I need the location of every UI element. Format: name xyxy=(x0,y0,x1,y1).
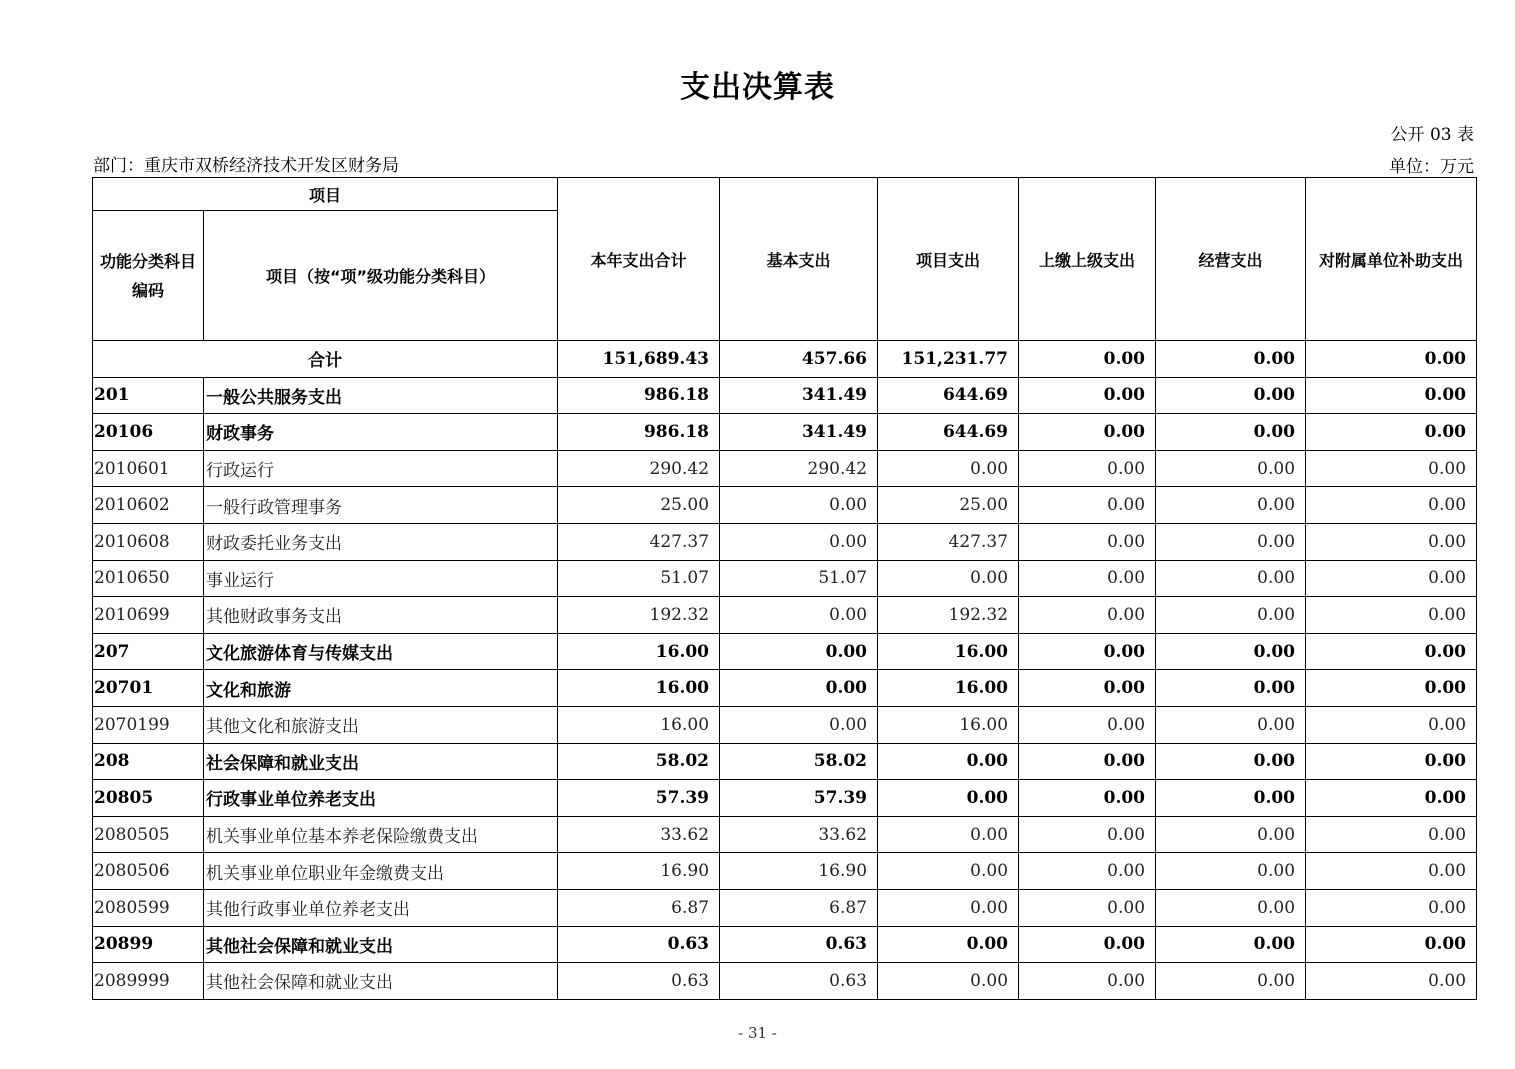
total-cell: 57.39 xyxy=(558,780,720,817)
header-total: 本年支出合计 xyxy=(558,178,720,341)
name-cell: 事业运行 xyxy=(204,560,558,597)
table-row xyxy=(93,963,1477,1000)
basic-cell: 0.00 xyxy=(720,597,878,634)
total-basic-cell: 457.66 xyxy=(720,341,878,378)
upper-cell: 0.00 xyxy=(1019,706,1156,743)
subsidy-cell: 0.00 xyxy=(1306,377,1477,414)
basic-cell: 33.62 xyxy=(720,816,878,853)
upper-cell: 0.00 xyxy=(1019,853,1156,890)
name-cell: 行政事业单位养老支出 xyxy=(204,780,558,817)
upper-cell: 0.00 xyxy=(1019,450,1156,487)
upper-cell: 0.00 xyxy=(1019,743,1156,780)
upper-cell: 0.00 xyxy=(1019,633,1156,670)
total-cell: 16.00 xyxy=(558,670,720,707)
table-row xyxy=(93,487,1477,524)
code-cell: 201 xyxy=(93,377,204,414)
table-row xyxy=(93,670,1477,707)
basic-cell: 0.00 xyxy=(720,706,878,743)
total-cell: 6.87 xyxy=(558,889,720,926)
subsidy-cell: 0.00 xyxy=(1306,523,1477,560)
table-row xyxy=(93,377,1477,414)
table-row xyxy=(93,889,1477,926)
project-cell: 0.00 xyxy=(878,450,1019,487)
project-cell: 16.00 xyxy=(878,670,1019,707)
header-upper: 上缴上级支出 xyxy=(1019,178,1156,341)
project-cell: 0.00 xyxy=(878,560,1019,597)
business-cell: 0.00 xyxy=(1156,926,1306,963)
header-subsidy: 对附属单位补助支出 xyxy=(1306,178,1477,341)
total-cell: 151,689.43 xyxy=(558,341,720,378)
name-cell: 一般公共服务支出 xyxy=(204,377,558,414)
business-cell: 0.00 xyxy=(1156,780,1306,817)
table-number: 公开 03 表 xyxy=(1390,125,1474,145)
total-cell: 25.00 xyxy=(558,487,720,524)
basic-cell: 0.00 xyxy=(720,523,878,560)
total-cell: 33.62 xyxy=(558,816,720,853)
business-cell: 0.00 xyxy=(1156,597,1306,634)
page-title: 支出决算表 xyxy=(680,70,835,105)
subsidy-cell: 0.00 xyxy=(1306,926,1477,963)
total-cell: 16.00 xyxy=(558,706,720,743)
header-project: 项目支出 xyxy=(878,178,1019,341)
code-cell: 2080506 xyxy=(93,853,204,890)
name-cell: 机关事业单位基本养老保险缴费支出 xyxy=(204,816,558,853)
table-row xyxy=(93,780,1477,817)
subsidy-cell: 0.00 xyxy=(1306,706,1477,743)
total-row xyxy=(93,341,1477,378)
total-cell: 16.90 xyxy=(558,853,720,890)
business-cell: 0.00 xyxy=(1156,816,1306,853)
code-cell: 2089999 xyxy=(93,963,204,1000)
business-cell: 0.00 xyxy=(1156,414,1306,451)
business-cell: 0.00 xyxy=(1156,963,1306,1000)
code-cell: 20106 xyxy=(93,414,204,451)
total-cell: 986.18 xyxy=(558,377,720,414)
business-cell: 0.00 xyxy=(1156,743,1306,780)
header-business: 经营支出 xyxy=(1156,178,1306,341)
upper-cell: 0.00 xyxy=(1019,816,1156,853)
name-cell: 机关事业单位职业年金缴费支出 xyxy=(204,853,558,890)
total-cell: 0.63 xyxy=(558,926,720,963)
table-row xyxy=(93,414,1477,451)
basic-cell: 341.49 xyxy=(720,414,878,451)
name-cell: 财政事务 xyxy=(204,414,558,451)
upper-cell: 0.00 xyxy=(1019,963,1156,1000)
project-cell: 0.00 xyxy=(878,926,1019,963)
basic-cell: 290.42 xyxy=(720,450,878,487)
business-cell: 0.00 xyxy=(1156,670,1306,707)
total-label: 合计 xyxy=(93,341,558,378)
project-cell: 0.00 xyxy=(878,889,1019,926)
subsidy-cell: 0.00 xyxy=(1306,853,1477,890)
code-cell: 208 xyxy=(93,743,204,780)
subsidy-cell: 0.00 xyxy=(1306,450,1477,487)
upper-cell: 0.00 xyxy=(1019,889,1156,926)
project-cell: 0.00 xyxy=(878,743,1019,780)
table-row xyxy=(93,633,1477,670)
subsidy-cell: 0.00 xyxy=(1306,487,1477,524)
upper-cell: 0.00 xyxy=(1019,926,1156,963)
subsidy-cell: 0.00 xyxy=(1306,780,1477,817)
header-item-group: 项目 xyxy=(93,178,558,211)
expenditure-table xyxy=(92,177,1477,1000)
business-cell: 0.00 xyxy=(1156,889,1306,926)
upper-cell: 0.00 xyxy=(1019,670,1156,707)
project-cell: 25.00 xyxy=(878,487,1019,524)
name-cell: 其他文化和旅游支出 xyxy=(204,706,558,743)
unit-label: 单位：万元 xyxy=(1389,157,1474,177)
name-cell: 其他行政事业单位养老支出 xyxy=(204,889,558,926)
subsidy-cell: 0.00 xyxy=(1306,670,1477,707)
header-code: 功能分类科目编码 xyxy=(93,211,204,341)
project-cell: 0.00 xyxy=(878,816,1019,853)
code-cell: 2010601 xyxy=(93,450,204,487)
table-row xyxy=(93,706,1477,743)
total-upper-cell: 0.00 xyxy=(1019,341,1156,378)
code-cell: 2010602 xyxy=(93,487,204,524)
project-cell: 0.00 xyxy=(878,853,1019,890)
subsidy-cell: 0.00 xyxy=(1306,743,1477,780)
project-cell: 0.00 xyxy=(878,963,1019,1000)
upper-cell: 0.00 xyxy=(1019,560,1156,597)
business-cell: 0.00 xyxy=(1156,377,1306,414)
business-cell: 0.00 xyxy=(1156,487,1306,524)
table-row xyxy=(93,816,1477,853)
table-row xyxy=(93,853,1477,890)
project-cell: 644.69 xyxy=(878,377,1019,414)
table-row xyxy=(93,523,1477,560)
basic-cell: 0.00 xyxy=(720,670,878,707)
code-cell: 2080505 xyxy=(93,816,204,853)
business-cell: 0.00 xyxy=(1156,560,1306,597)
total-cell: 427.37 xyxy=(558,523,720,560)
header-name: 项目（按“项”级功能分类科目） xyxy=(204,211,558,341)
code-cell: 2010699 xyxy=(93,597,204,634)
subsidy-cell: 0.00 xyxy=(1306,597,1477,634)
basic-cell: 16.90 xyxy=(720,853,878,890)
page-number: - 31 - xyxy=(738,1024,777,1042)
name-cell: 财政委托业务支出 xyxy=(204,523,558,560)
header-basic: 基本支出 xyxy=(720,178,878,341)
basic-cell: 341.49 xyxy=(720,377,878,414)
name-cell: 文化和旅游 xyxy=(204,670,558,707)
name-cell: 文化旅游体育与传媒支出 xyxy=(204,633,558,670)
name-cell: 其他财政事务支出 xyxy=(204,597,558,634)
code-cell: 2070199 xyxy=(93,706,204,743)
total-cell: 58.02 xyxy=(558,743,720,780)
basic-cell: 0.63 xyxy=(720,963,878,1000)
subsidy-cell: 0.00 xyxy=(1306,889,1477,926)
basic-cell: 51.07 xyxy=(720,560,878,597)
total-business-cell: 0.00 xyxy=(1156,341,1306,378)
upper-cell: 0.00 xyxy=(1019,487,1156,524)
upper-cell: 0.00 xyxy=(1019,780,1156,817)
business-cell: 0.00 xyxy=(1156,853,1306,890)
total-subsidy-cell: 0.00 xyxy=(1306,341,1477,378)
business-cell: 0.00 xyxy=(1156,706,1306,743)
subsidy-cell: 0.00 xyxy=(1306,633,1477,670)
business-cell: 0.00 xyxy=(1156,450,1306,487)
subsidy-cell: 0.00 xyxy=(1306,560,1477,597)
name-cell: 其他社会保障和就业支出 xyxy=(204,926,558,963)
table-row xyxy=(93,926,1477,963)
code-cell: 20701 xyxy=(93,670,204,707)
project-cell: 644.69 xyxy=(878,414,1019,451)
table-row xyxy=(93,560,1477,597)
project-cell: 0.00 xyxy=(878,780,1019,817)
code-cell: 2080599 xyxy=(93,889,204,926)
basic-cell: 0.63 xyxy=(720,926,878,963)
total-cell: 51.07 xyxy=(558,560,720,597)
subsidy-cell: 0.00 xyxy=(1306,963,1477,1000)
basic-cell: 6.87 xyxy=(720,889,878,926)
code-cell: 20899 xyxy=(93,926,204,963)
upper-cell: 0.00 xyxy=(1019,377,1156,414)
project-cell: 16.00 xyxy=(878,633,1019,670)
basic-cell: 0.00 xyxy=(720,633,878,670)
table-row xyxy=(93,597,1477,634)
project-cell: 192.32 xyxy=(878,597,1019,634)
code-cell: 2010650 xyxy=(93,560,204,597)
upper-cell: 0.00 xyxy=(1019,523,1156,560)
upper-cell: 0.00 xyxy=(1019,414,1156,451)
name-cell: 行政运行 xyxy=(204,450,558,487)
basic-cell: 0.00 xyxy=(720,487,878,524)
code-cell: 20805 xyxy=(93,780,204,817)
basic-cell: 57.39 xyxy=(720,780,878,817)
code-cell: 2010608 xyxy=(93,523,204,560)
subsidy-cell: 0.00 xyxy=(1306,414,1477,451)
code-cell: 207 xyxy=(93,633,204,670)
total-project-cell: 151,231.77 xyxy=(878,341,1019,378)
department-label: 部门：重庆市双桥经济技术开发区财务局 xyxy=(93,156,399,176)
table-row xyxy=(93,743,1477,780)
total-cell: 290.42 xyxy=(558,450,720,487)
table-row xyxy=(93,450,1477,487)
business-cell: 0.00 xyxy=(1156,523,1306,560)
business-cell: 0.00 xyxy=(1156,633,1306,670)
name-cell: 社会保障和就业支出 xyxy=(204,743,558,780)
total-cell: 192.32 xyxy=(558,597,720,634)
name-cell: 一般行政管理事务 xyxy=(204,487,558,524)
total-cell: 986.18 xyxy=(558,414,720,451)
total-cell: 16.00 xyxy=(558,633,720,670)
upper-cell: 0.00 xyxy=(1019,597,1156,634)
project-cell: 427.37 xyxy=(878,523,1019,560)
total-cell: 0.63 xyxy=(558,963,720,1000)
name-cell: 其他社会保障和就业支出 xyxy=(204,963,558,1000)
basic-cell: 58.02 xyxy=(720,743,878,780)
subsidy-cell: 0.00 xyxy=(1306,816,1477,853)
project-cell: 16.00 xyxy=(878,706,1019,743)
